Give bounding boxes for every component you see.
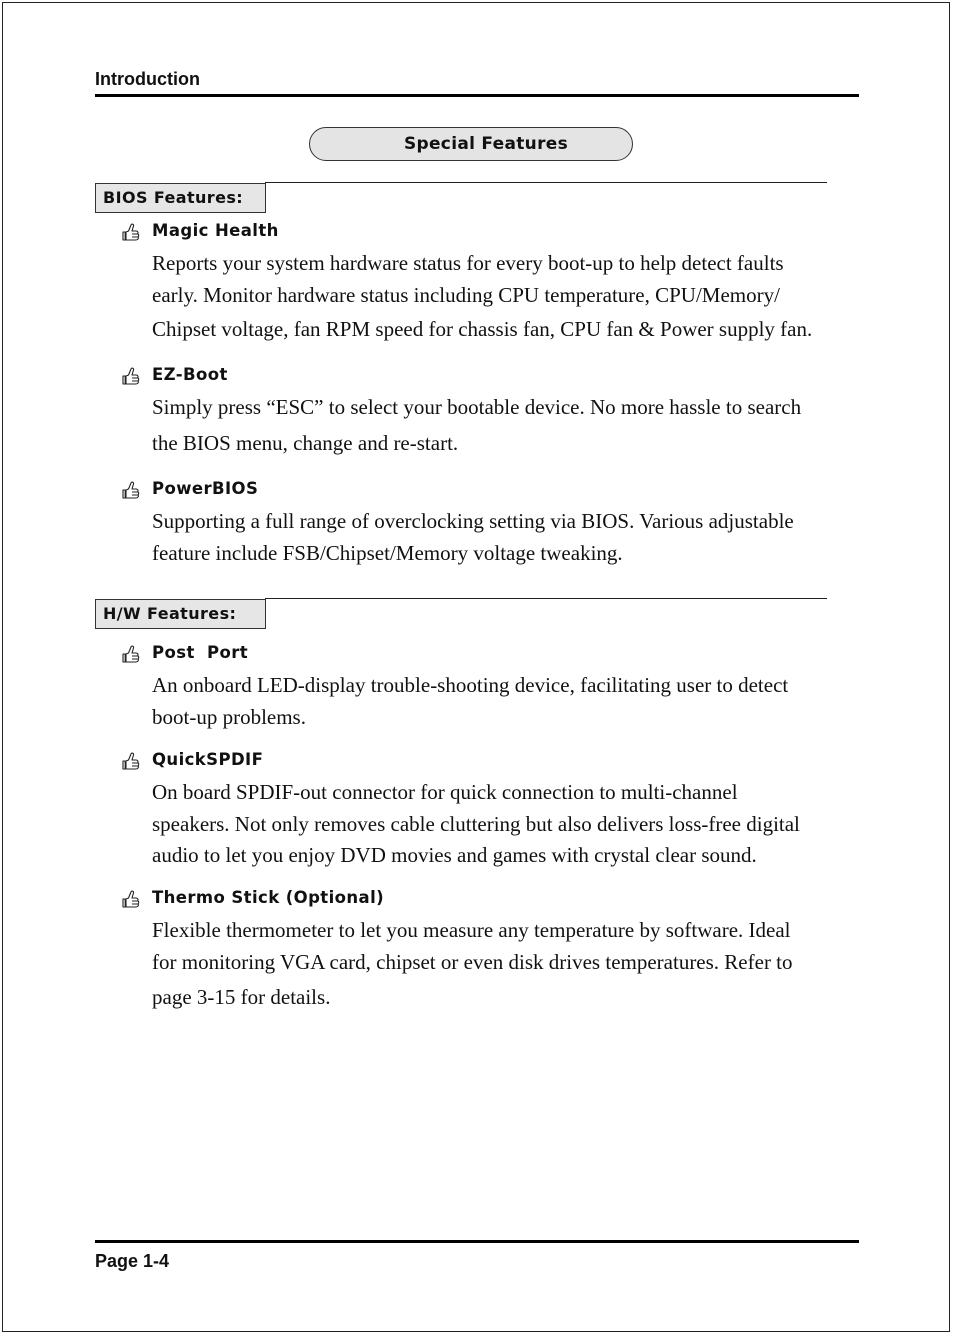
feature-title: PowerBIOS — [152, 479, 259, 498]
feature-quickspdif — [95, 750, 875, 867]
pointing-hand-icon — [122, 644, 142, 664]
feature-description-line: boot-up problems. — [152, 705, 306, 729]
feature-description-line: for monitoring VGA card, chipset or even disk drives temperatures. Refer to — [152, 950, 793, 974]
footer-rule — [95, 1240, 859, 1243]
feature-title: QuickSPDIF — [152, 750, 264, 769]
feature-description-line: feature include FSB/Chipset/Memory voltage tweaking. — [152, 541, 623, 565]
feature-description-line: speakers. Not only removes cable cluttering but also delivers loss-free digital — [152, 812, 800, 836]
feature-description-line: early. Monitor hardware status including CPU temperature, CPU/Memory/ — [152, 283, 780, 307]
feature-description-line: An onboard LED-display trouble-shooting device, facilitating user to detect — [152, 673, 789, 697]
feature-thermo-stick — [95, 888, 875, 1009]
feature-description-line: Chipset voltage, fan RPM speed for chassis fan, CPU fan & Power supply fan. — [152, 317, 813, 341]
header-title: Introduction — [95, 69, 200, 89]
feature-description-line: Flexible thermometer to let you measure any temperature by software. Ideal — [152, 918, 791, 942]
feature-post-port — [95, 643, 875, 729]
pointing-hand-icon — [122, 751, 142, 771]
feature-description-line: Simply press “ESC” to select your bootable device. No more hassle to search — [152, 395, 802, 419]
feature-title: EZ-Boot — [152, 365, 228, 384]
feature-description-line: page 3-15 for details. — [152, 985, 331, 1009]
feature-powerbios — [95, 479, 875, 565]
feature-magic-health — [95, 221, 875, 341]
pointing-hand-icon — [122, 480, 142, 500]
pointing-hand-icon — [122, 366, 142, 386]
hw-section-rule — [265, 598, 827, 599]
feature-title: Post Port — [152, 643, 249, 662]
feature-description-line: On board SPDIF-out connector for quick connection to multi-channel — [152, 780, 738, 804]
special-features-banner — [309, 127, 633, 161]
pointing-hand-icon — [122, 222, 142, 242]
hw-features-tab: H/W Features: — [95, 599, 266, 629]
feature-title: Magic Health — [152, 221, 279, 240]
bios-section-rule — [265, 182, 827, 183]
bios-features-tab: BIOS Features: — [95, 183, 266, 213]
feature-description-line: the BIOS menu, change and re-start. — [152, 431, 459, 455]
feature-ez-boot — [95, 365, 875, 455]
feature-description-line: Supporting a full range of overclocking setting via BIOS. Various adjustable — [152, 509, 794, 533]
page-number: Page 1-4 — [95, 1251, 170, 1271]
feature-description-line: Reports your system hardware status for every boot-up to help detect faults — [152, 251, 784, 275]
feature-title: Thermo Stick (Optional) — [152, 888, 385, 907]
special-features-label: Special Features — [403, 134, 569, 154]
header-rule — [95, 94, 859, 97]
feature-description-line: audio to let you enjoy DVD movies and games with crystal clear sound. — [152, 843, 757, 867]
pointing-hand-icon — [122, 889, 142, 909]
